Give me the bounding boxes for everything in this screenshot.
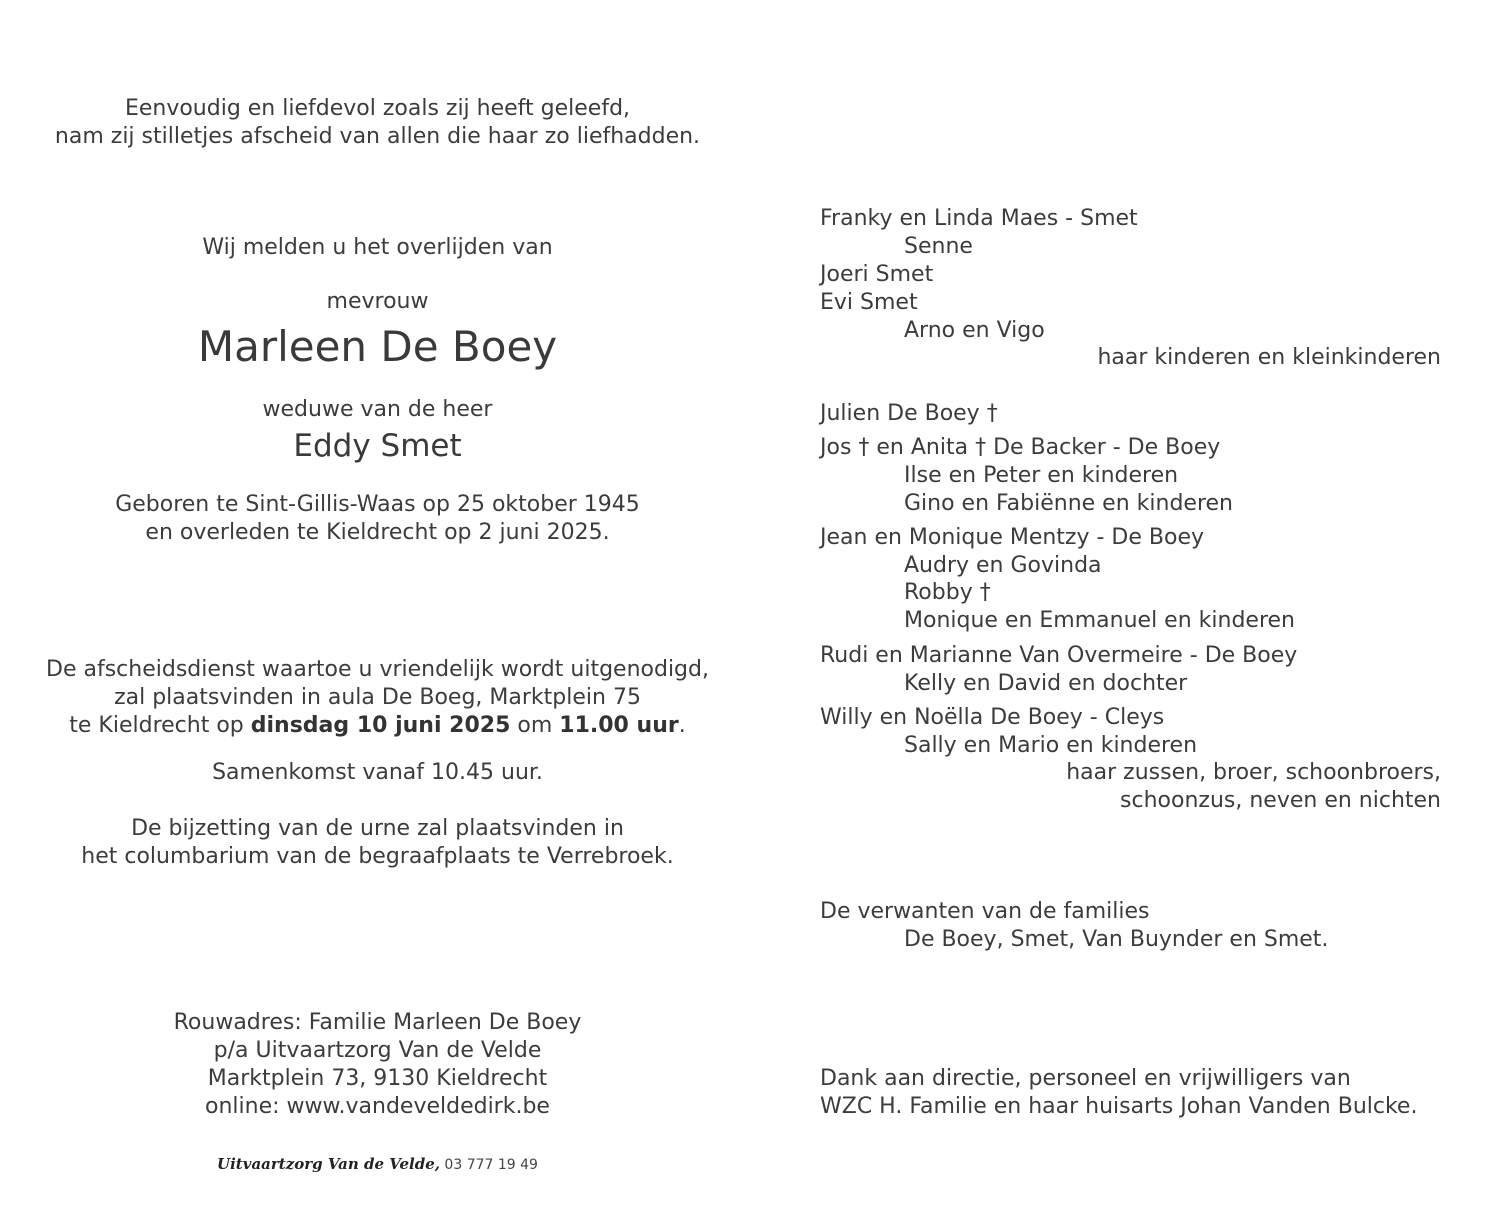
opening-quote — [40, 95, 715, 151]
announcement-text: Wij melden u het overlijden van — [202, 235, 553, 260]
widow-of-text: weduwe van de heer — [262, 397, 493, 422]
deceased-name: Marleen De Boey — [197, 322, 558, 371]
thanks-line-1: Dank aan directie, personeel en vrijwilligers van — [820, 1066, 1351, 1091]
siblings-relation-line-2: schoonzus, neven en nichten — [1120, 788, 1441, 813]
mourning-address — [40, 1009, 715, 1121]
siblings-relation-label — [1066, 759, 1441, 815]
family-line: Jos † en Anita † De Backer - De Boey — [820, 435, 1221, 460]
service-date: dinsdag 10 juni 2025 — [250, 713, 511, 738]
relatives-line: De verwanten van de families — [820, 899, 1150, 924]
urn-line-2: het columbarium van de begraafplaats te Verrebroek. — [81, 844, 674, 869]
spouse-name: Eddy Smet — [293, 428, 462, 464]
family-line: Gino en Fabiënne en kinderen — [904, 491, 1233, 516]
address-line-4: online: www.vandeveldedirk.be — [205, 1094, 550, 1119]
family-line: Senne — [904, 234, 973, 259]
family-line: Arno en Vigo — [904, 318, 1045, 343]
family-line: Joeri Smet — [820, 262, 934, 287]
funeral-home-footer — [40, 1155, 715, 1174]
family-line: Audry en Govinda — [904, 553, 1102, 578]
address-line-1: Rouwadres: Familie Marleen De Boey — [173, 1010, 582, 1035]
birth-line: Geboren te Sint-Gillis-Waas op 25 oktober 1945 — [115, 492, 640, 517]
quote-line-2: nam zij stilletjes afscheid van allen die haar zo liefhadden. — [54, 124, 701, 149]
service-details — [40, 656, 715, 740]
gathering-time: Samenkomst vanaf 10.45 uur. — [212, 760, 543, 785]
funeral-home-phone: 03 777 19 49 — [439, 1157, 538, 1173]
family-line: Julien De Boey † — [820, 401, 998, 426]
service-line-2: zal plaatsvinden in aula De Boeg, Marktplein 75 — [114, 685, 641, 710]
honorific: mevrouw — [326, 289, 429, 314]
service-line-1: De afscheidsdienst waartoe u vriendelijk wordt uitgenodigd, — [46, 657, 709, 682]
family-line: Sally en Mario en kinderen — [904, 733, 1198, 758]
relatives-families: De Boey, Smet, Van Buynder en Smet. — [904, 927, 1329, 952]
service-time: 11.00 uur — [559, 713, 679, 738]
quote-line-1: Eenvoudig en liefdevol zoals zij heeft geleefd, — [124, 96, 631, 121]
thanks-line-2: WZC H. Familie en haar huisarts Johan Vanden Bulcke. — [820, 1094, 1418, 1119]
children-relation-label: haar kinderen en kleinkinderen — [1097, 345, 1441, 370]
family-line: Evi Smet — [820, 290, 918, 315]
address-line-3: Marktplein 73, 9130 Kieldrecht — [207, 1066, 548, 1091]
service-line-3: te Kieldrecht op dinsdag 10 juni 2025 om 11.00 uur. — [69, 713, 686, 738]
family-line: Jean en Monique Mentzy - De Boey — [820, 525, 1205, 550]
family-line: Kelly en David en dochter — [904, 671, 1188, 696]
family-line: Robby † — [904, 580, 991, 605]
address-line-2: p/a Uitvaartzorg Van de Velde — [213, 1038, 542, 1063]
family-line: Franky en Linda Maes - Smet — [820, 206, 1138, 231]
urn-line-1: De bijzetting van de urne zal plaatsvinden in — [131, 816, 624, 841]
life-dates — [40, 491, 715, 547]
funeral-home-logo: Uitvaartzorg Van de Velde, — [217, 1155, 440, 1173]
family-line: Monique en Emmanuel en kinderen — [904, 608, 1295, 633]
family-line: Willy en Noëlla De Boey - Cleys — [820, 705, 1165, 730]
family-line: Ilse en Peter en kinderen — [904, 463, 1179, 488]
thanks-note — [820, 1065, 1417, 1121]
urn-details — [40, 815, 715, 871]
siblings-relation-line-1: haar zussen, broer, schoonbroers, — [1066, 760, 1441, 785]
death-line: en overleden te Kieldrecht op 2 juni 2025. — [145, 520, 610, 545]
family-line: Rudi en Marianne Van Overmeire - De Boey — [820, 643, 1298, 668]
